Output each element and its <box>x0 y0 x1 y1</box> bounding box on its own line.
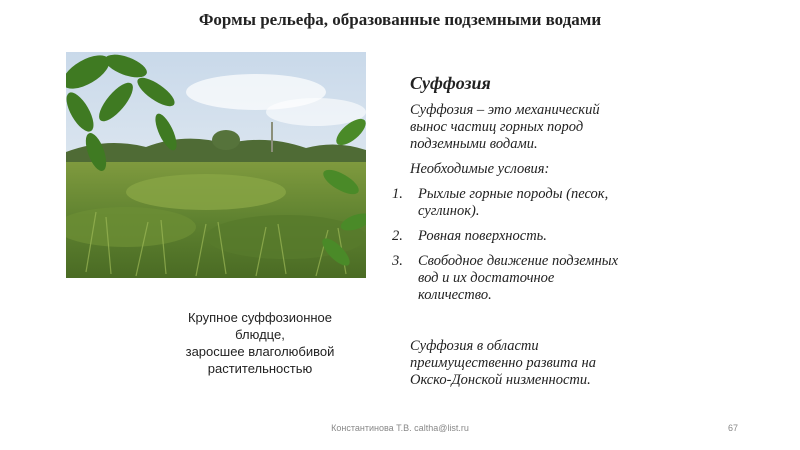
photo-suffosion-depression <box>66 52 366 278</box>
definition-paragraph <box>410 102 700 153</box>
text-line: вынос частиц горных пород <box>410 119 584 135</box>
list-number: 2. <box>392 228 403 244</box>
list-number: 3. <box>392 253 403 269</box>
conditions-label: Необходимые условия: <box>410 161 550 177</box>
text-line: Суффозия в области <box>410 338 539 354</box>
list-number: 1. <box>392 186 403 202</box>
region-note <box>410 338 700 389</box>
section-heading: Суффозия <box>410 73 491 93</box>
text-line: Окско-Донской низменности. <box>410 372 591 388</box>
text-line: количество. <box>418 287 492 303</box>
photo-image <box>66 52 366 278</box>
page-number: 67 <box>728 423 739 433</box>
caption-line: растительностью <box>207 361 313 376</box>
text-line: преимущественно развита на <box>410 355 596 371</box>
list-item <box>392 228 700 245</box>
content-block <box>392 72 700 397</box>
list-item <box>392 253 700 304</box>
text-line: Ровная поверхность. <box>418 228 547 244</box>
text-line: вод и их достаточное <box>418 270 555 286</box>
list-item <box>392 186 700 220</box>
caption-line: Крупное суффозионное <box>187 310 333 325</box>
conditions-list <box>392 186 700 304</box>
footer-author: Константинова Т.В. caltha@list.ru <box>331 423 469 433</box>
text-line: Рыхлые горные породы (песок, <box>418 186 609 202</box>
text-line: Свободное движение подземных <box>418 253 619 269</box>
slide-title: Формы рельефа, образованные подземными водами <box>198 10 602 29</box>
text-line: Суффозия – это механический <box>410 102 600 118</box>
photo-caption <box>150 309 370 377</box>
caption-line: заросшее влаголюбивой <box>185 344 335 359</box>
text-line: подземными водами. <box>410 136 538 152</box>
caption-line: блюдце, <box>235 327 285 342</box>
text-line: суглинок). <box>418 203 480 219</box>
